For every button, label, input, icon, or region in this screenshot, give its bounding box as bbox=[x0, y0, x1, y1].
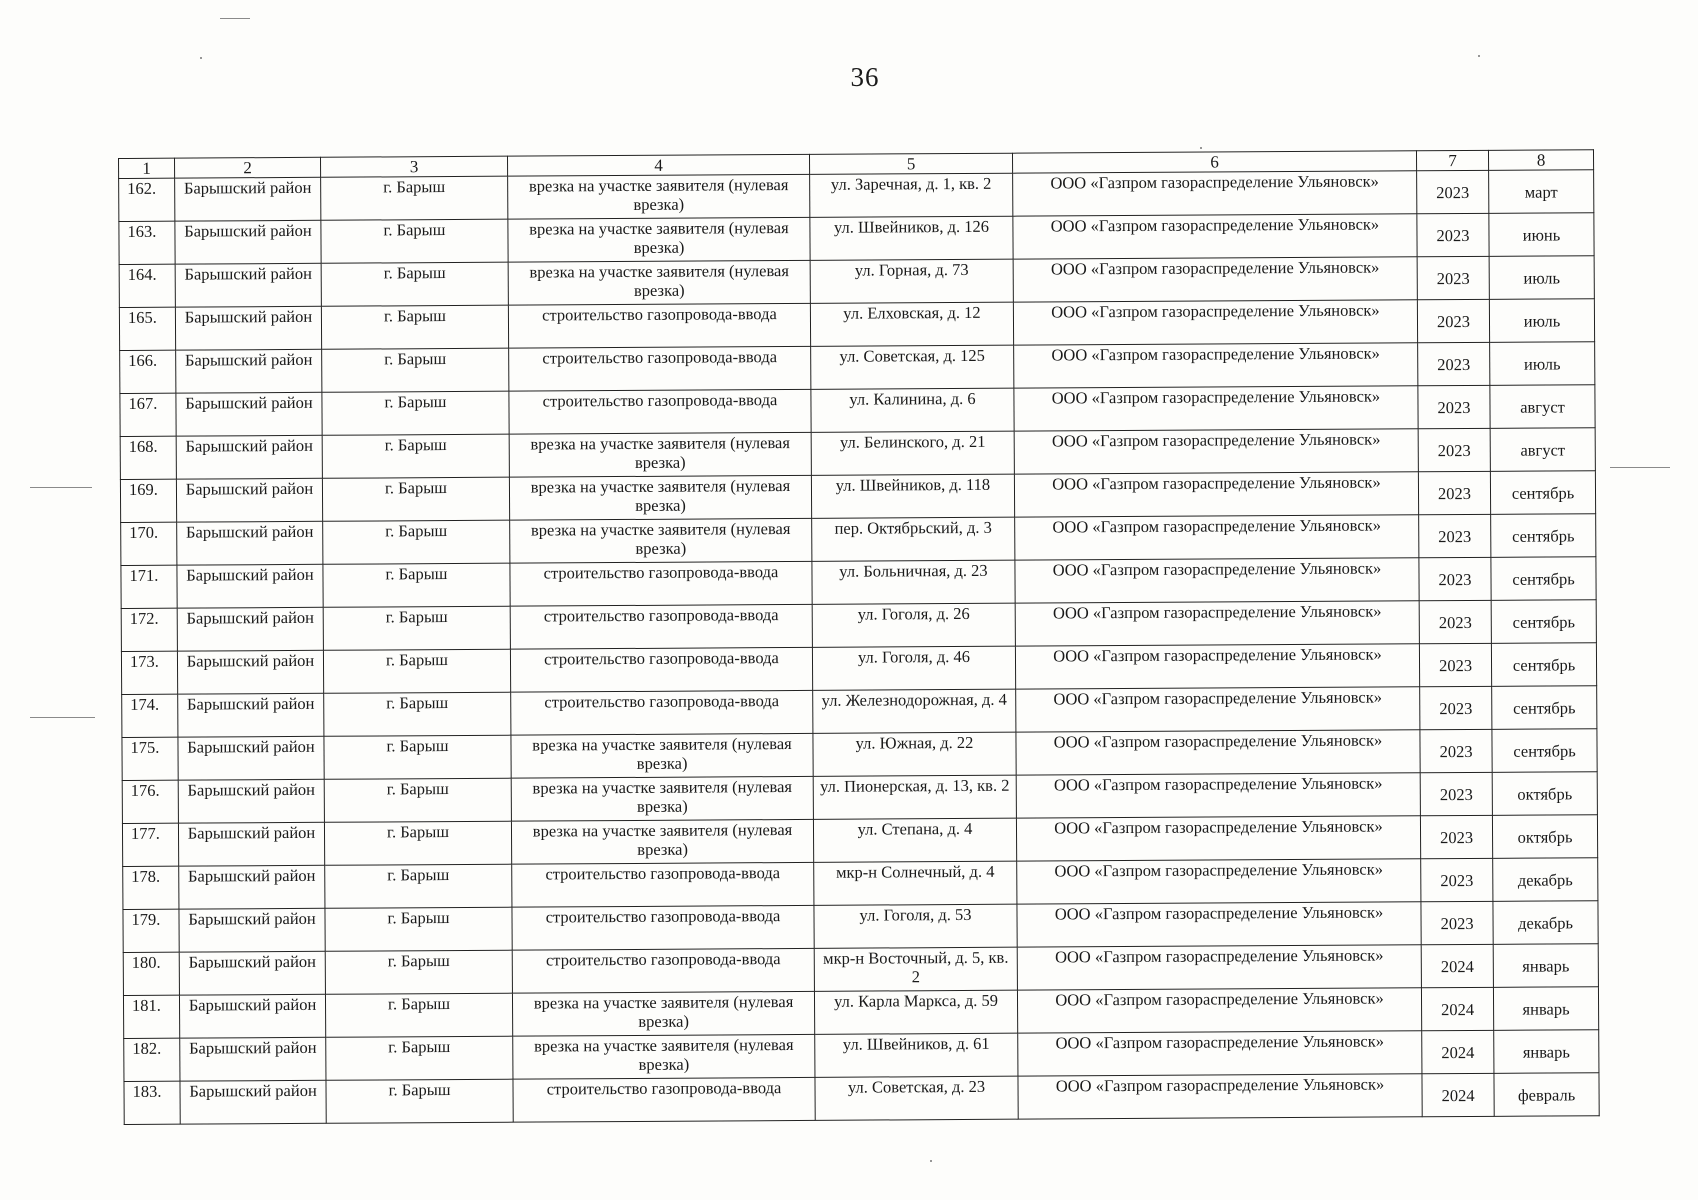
table-cell: ул. Степана, д. 4 bbox=[813, 818, 1016, 862]
table-cell: Барышский район bbox=[178, 693, 324, 737]
scan-artifact bbox=[1478, 55, 1480, 57]
table-cell: г. Барыш bbox=[323, 563, 510, 607]
table-cell: 172. bbox=[121, 608, 177, 651]
table-cell: июнь bbox=[1489, 213, 1594, 257]
table-cell: г. Барыш bbox=[324, 735, 511, 779]
table-cell: 162. bbox=[119, 178, 175, 221]
table-cell: ул. Гоголя, д. 53 bbox=[814, 904, 1017, 948]
table-cell: 2023 bbox=[1418, 385, 1490, 428]
table-cell: Барышский район bbox=[179, 994, 325, 1038]
table-cell: строительство газопровода-ввода bbox=[512, 905, 814, 950]
table-cell: ООО «Газпром газораспределение Ульяновск» bbox=[1017, 945, 1421, 990]
table-cell: январь bbox=[1494, 1030, 1599, 1074]
table-cell: г. Барыш bbox=[322, 348, 509, 392]
table-cell: сентябрь bbox=[1491, 600, 1596, 644]
table-cell: врезка на участке заявителя (нулевая врезка) bbox=[513, 1034, 815, 1079]
table-cell: 170. bbox=[121, 522, 177, 565]
table-cell: г. Барыш bbox=[321, 262, 508, 306]
table-cell: г. Барыш bbox=[325, 864, 512, 908]
table-cell: 179. bbox=[123, 909, 179, 952]
table-cell: сентябрь bbox=[1491, 643, 1596, 687]
table-cell: г. Барыш bbox=[326, 1036, 513, 1080]
table-cell: январь bbox=[1493, 944, 1598, 988]
table-cell: 2023 bbox=[1418, 471, 1490, 514]
table-cell: Барышский район bbox=[177, 650, 323, 694]
table-cell: Барышский район bbox=[178, 822, 324, 866]
header-cell: 4 bbox=[507, 154, 809, 176]
scan-artifact bbox=[220, 18, 250, 19]
table-cell: ул. Горная, д. 73 bbox=[810, 259, 1013, 303]
table-cell: ООО «Газпром газораспределение Ульяновск» bbox=[1015, 515, 1419, 560]
table-cell: ул. Швейников, д. 126 bbox=[810, 216, 1013, 260]
table-cell: Барышский район bbox=[177, 564, 323, 608]
table-cell: г. Барыш bbox=[321, 176, 508, 220]
table-cell: ООО «Газпром газораспределение Ульяновск» bbox=[1017, 902, 1421, 947]
table-cell: ООО «Газпром газораспределение Ульяновск» bbox=[1016, 730, 1420, 775]
table-row bbox=[124, 1073, 1599, 1125]
table-cell: 2024 bbox=[1421, 987, 1493, 1030]
table-cell: 177. bbox=[122, 823, 178, 866]
table-cell: ул. Швейников, д. 118 bbox=[811, 474, 1014, 518]
scan-artifact bbox=[1610, 467, 1670, 468]
table-cell: 175. bbox=[122, 737, 178, 780]
table-cell: Барышский район bbox=[176, 478, 322, 522]
table-cell: ООО «Газпром газораспределение Ульяновск» bbox=[1016, 687, 1420, 732]
table-cell: 164. bbox=[119, 264, 175, 307]
table-cell: ООО «Газпром газораспределение Ульяновск» bbox=[1014, 386, 1418, 431]
table-cell: ООО «Газпром газораспределение Ульяновск» bbox=[1018, 1031, 1422, 1076]
registry-table bbox=[118, 149, 1600, 1125]
table-cell: ул. Больничная, д. 23 bbox=[812, 560, 1015, 604]
table-cell: 2023 bbox=[1418, 342, 1490, 385]
table-cell: январь bbox=[1493, 987, 1598, 1031]
table-cell: 2023 bbox=[1420, 815, 1492, 858]
table-cell: март bbox=[1489, 170, 1594, 214]
table-cell: врезка на участке заявителя (нулевая врезка) bbox=[511, 733, 813, 778]
table-cell: ул. Швейников, д. 61 bbox=[815, 1033, 1018, 1077]
table-cell: 2023 bbox=[1421, 858, 1493, 901]
header-cell: 7 bbox=[1416, 150, 1488, 170]
table-cell: 2023 bbox=[1418, 428, 1490, 471]
table-cell: ул. Советская, д. 125 bbox=[811, 345, 1014, 389]
table-cell: г. Барыш bbox=[326, 1079, 513, 1123]
table-cell: июль bbox=[1489, 299, 1594, 343]
table-cell: строительство газопровода-ввода bbox=[513, 1077, 815, 1122]
table-cell: декабрь bbox=[1493, 858, 1598, 902]
table-cell: июль bbox=[1490, 342, 1595, 386]
table-cell: врезка на участке заявителя (нулевая врезка) bbox=[508, 174, 810, 219]
table-cell: ул. Гоголя, д. 26 bbox=[812, 603, 1015, 647]
table-cell: ул. Советская, д. 23 bbox=[815, 1076, 1018, 1120]
table-cell: ООО «Газпром газораспределение Ульяновск» bbox=[1014, 343, 1418, 388]
table-cell: строительство газопровода-ввода bbox=[512, 948, 814, 993]
table-cell: врезка на участке заявителя (нулевая врезка) bbox=[509, 432, 811, 477]
table-cell: Барышский район bbox=[180, 1080, 326, 1124]
scan-artifact bbox=[30, 487, 92, 488]
table-cell: строительство газопровода-ввода bbox=[512, 862, 814, 907]
table-cell: ул. Гоголя, д. 46 bbox=[812, 646, 1015, 690]
table-cell: г. Барыш bbox=[324, 778, 511, 822]
table-cell: врезка на участке заявителя (нулевая врезка) bbox=[511, 819, 813, 864]
table-cell: 2023 bbox=[1417, 256, 1489, 299]
table-cell: ООО «Газпром газораспределение Ульяновск» bbox=[1015, 601, 1419, 646]
page-number: 36 bbox=[850, 62, 880, 92]
table-cell: ул. Южная, д. 22 bbox=[813, 732, 1016, 776]
table-cell: 173. bbox=[121, 651, 177, 694]
table-cell: 165. bbox=[119, 307, 175, 350]
table-cell: ООО «Газпром газораспределение Ульяновск» bbox=[1015, 558, 1419, 603]
table-cell: строительство газопровода-ввода bbox=[510, 647, 812, 692]
table-cell: г. Барыш bbox=[321, 219, 508, 263]
table-cell: 163. bbox=[119, 221, 175, 264]
scan-artifact bbox=[200, 57, 202, 59]
table-cell: 182. bbox=[124, 1038, 180, 1081]
table-cell: 2023 bbox=[1417, 213, 1489, 256]
header-cell: 6 bbox=[1012, 151, 1416, 173]
table-cell: Барышский район bbox=[175, 306, 321, 350]
table-cell: ООО «Газпром газораспределение Ульяновск» bbox=[1018, 1074, 1422, 1119]
table-cell: 180. bbox=[123, 952, 179, 995]
table-cell: 176. bbox=[122, 780, 178, 823]
table-cell: Барышский район bbox=[178, 736, 324, 780]
table-cell: февраль bbox=[1494, 1073, 1599, 1117]
table-cell: ООО «Газпром газораспределение Ульяновск» bbox=[1016, 816, 1420, 861]
table-cell: август bbox=[1490, 385, 1595, 429]
scan-artifact bbox=[930, 1160, 932, 1162]
table-cell: строительство газопровода-ввода bbox=[510, 561, 812, 606]
table-cell: сентябрь bbox=[1490, 471, 1595, 515]
table-cell: Барышский район bbox=[176, 349, 322, 393]
table-cell: октябрь bbox=[1492, 815, 1597, 859]
table-cell: 2023 bbox=[1419, 557, 1491, 600]
table-cell: декабрь bbox=[1493, 901, 1598, 945]
table-cell: ООО «Газпром газораспределение Ульяновск» bbox=[1013, 300, 1417, 345]
table-cell: ул. Калинина, д. 6 bbox=[811, 388, 1014, 432]
scan-artifact bbox=[30, 717, 95, 718]
table-cell: г. Барыш bbox=[322, 477, 509, 521]
table-cell: г. Барыш bbox=[324, 821, 511, 865]
table-cell: г. Барыш bbox=[325, 993, 512, 1037]
table-cell: Барышский район bbox=[177, 521, 323, 565]
table-cell: ул. Пионерская, д. 13, кв. 2 bbox=[813, 775, 1016, 819]
table-cell: ООО «Газпром газораспределение Ульяновск» bbox=[1013, 214, 1417, 259]
table-cell: 167. bbox=[120, 393, 176, 436]
table-cell: 174. bbox=[122, 694, 178, 737]
table-cell: Барышский район bbox=[176, 392, 322, 436]
table-cell: сентябрь bbox=[1491, 514, 1596, 558]
table-cell: врезка на участке заявителя (нулевая врезка) bbox=[508, 260, 810, 305]
table-cell: 2024 bbox=[1422, 1030, 1494, 1073]
table-cell: ООО «Газпром газораспределение Ульяновск» bbox=[1013, 171, 1417, 216]
table-cell: Барышский район bbox=[179, 908, 325, 952]
table-cell: 171. bbox=[121, 565, 177, 608]
table-cell: ООО «Газпром газораспределение Ульяновск» bbox=[1016, 773, 1420, 818]
table-cell: г. Барыш bbox=[323, 606, 510, 650]
table-cell: июль bbox=[1489, 256, 1594, 300]
table-cell: врезка на участке заявителя (нулевая врезка) bbox=[511, 776, 813, 821]
table-cell: август bbox=[1490, 428, 1595, 472]
table-cell: 183. bbox=[124, 1081, 180, 1124]
table-cell: г. Барыш bbox=[325, 950, 512, 994]
table-cell: ул. Заречная, д. 1, кв. 2 bbox=[810, 173, 1013, 217]
table-cell: г. Барыш bbox=[325, 907, 512, 951]
table-cell: сентябрь bbox=[1492, 729, 1597, 773]
table-cell: Барышский район bbox=[175, 177, 321, 221]
table-cell: ООО «Газпром газораспределение Ульяновск» bbox=[1014, 472, 1418, 517]
table-cell: ООО «Газпром газораспределение Ульяновск» bbox=[1017, 988, 1421, 1033]
table-cell: врезка на участке заявителя (нулевая врезка) bbox=[512, 991, 814, 1036]
table-cell: строительство газопровода-ввода bbox=[509, 389, 811, 434]
header-cell: 1 bbox=[119, 158, 175, 178]
table-cell: г. Барыш bbox=[321, 305, 508, 349]
table-cell: Барышский район bbox=[178, 779, 324, 823]
table-cell: ООО «Газпром газораспределение Ульяновск» bbox=[1015, 644, 1419, 689]
table-cell: 2023 bbox=[1417, 170, 1489, 213]
table-cell: Барышский район bbox=[179, 951, 325, 995]
header-cell: 5 bbox=[809, 153, 1012, 174]
table-cell: 2023 bbox=[1420, 729, 1492, 772]
table-cell: 2023 bbox=[1419, 600, 1491, 643]
table-cell: октябрь bbox=[1492, 772, 1597, 816]
table-cell: сентябрь bbox=[1492, 686, 1597, 730]
table-cell: г. Барыш bbox=[322, 434, 509, 478]
table-cell: строительство газопровода-ввода bbox=[511, 690, 813, 735]
table-cell: мкр-н Солнечный, д. 4 bbox=[814, 861, 1017, 905]
table-cell: 2023 bbox=[1419, 514, 1491, 557]
table-cell: ул. Белинского, д. 21 bbox=[811, 431, 1014, 475]
table-cell: ООО «Газпром газораспределение Ульяновск» bbox=[1017, 859, 1421, 904]
table-cell: ул. Железнодорожная, д. 4 bbox=[813, 689, 1016, 733]
table-cell: Барышский район bbox=[175, 263, 321, 307]
table-cell: 2024 bbox=[1421, 944, 1493, 987]
table-cell: мкр-н Восточный, д. 5, кв. 2 bbox=[814, 947, 1017, 991]
table-cell: 181. bbox=[123, 995, 179, 1038]
table-cell: сентябрь bbox=[1491, 557, 1596, 601]
table-cell: ООО «Газпром газораспределение Ульяновск» bbox=[1014, 429, 1418, 474]
table-cell: врезка на участке заявителя (нулевая врезка) bbox=[509, 475, 811, 520]
table-cell: г. Барыш bbox=[323, 520, 510, 564]
table-cell: г. Барыш bbox=[323, 649, 510, 693]
table-cell: 2023 bbox=[1419, 643, 1491, 686]
table-cell: 2024 bbox=[1422, 1073, 1494, 1116]
table-cell: Барышский район bbox=[180, 1037, 326, 1081]
table-cell: Барышский район bbox=[179, 865, 325, 909]
table-cell: строительство газопровода-ввода bbox=[508, 303, 810, 348]
table-cell: 168. bbox=[120, 436, 176, 479]
table-cell: строительство газопровода-ввода bbox=[509, 346, 811, 391]
table-cell: врезка на участке заявителя (нулевая врезка) bbox=[510, 518, 812, 563]
header-cell: 2 bbox=[175, 157, 321, 178]
table-cell: 2023 bbox=[1420, 686, 1492, 729]
table-cell: 166. bbox=[120, 350, 176, 393]
table-cell: Барышский район bbox=[177, 607, 323, 651]
table-cell: ул. Карла Маркса, д. 59 bbox=[814, 990, 1017, 1034]
table-cell: 2023 bbox=[1421, 901, 1493, 944]
table-cell: 178. bbox=[123, 866, 179, 909]
header-cell: 8 bbox=[1488, 150, 1593, 171]
header-cell: 3 bbox=[320, 156, 507, 177]
table-cell: пер. Октябрьский, д. 3 bbox=[812, 517, 1015, 561]
scan-artifact bbox=[1200, 147, 1202, 149]
table-cell: г. Барыш bbox=[324, 692, 511, 736]
table-cell: Барышский район bbox=[175, 220, 321, 264]
table-cell: г. Барыш bbox=[322, 391, 509, 435]
table-cell: 169. bbox=[120, 479, 176, 522]
registry-table-sheet bbox=[118, 149, 1599, 1125]
table-cell: строительство газопровода-ввода bbox=[510, 604, 812, 649]
table-cell: Барышский район bbox=[176, 435, 322, 479]
table-cell: врезка на участке заявителя (нулевая врезка) bbox=[508, 217, 810, 262]
table-cell: 2023 bbox=[1420, 772, 1492, 815]
table-cell: ул. Елховская, д. 12 bbox=[810, 302, 1013, 346]
table-cell: ООО «Газпром газораспределение Ульяновск» bbox=[1013, 257, 1417, 302]
table-cell: 2023 bbox=[1417, 299, 1489, 342]
